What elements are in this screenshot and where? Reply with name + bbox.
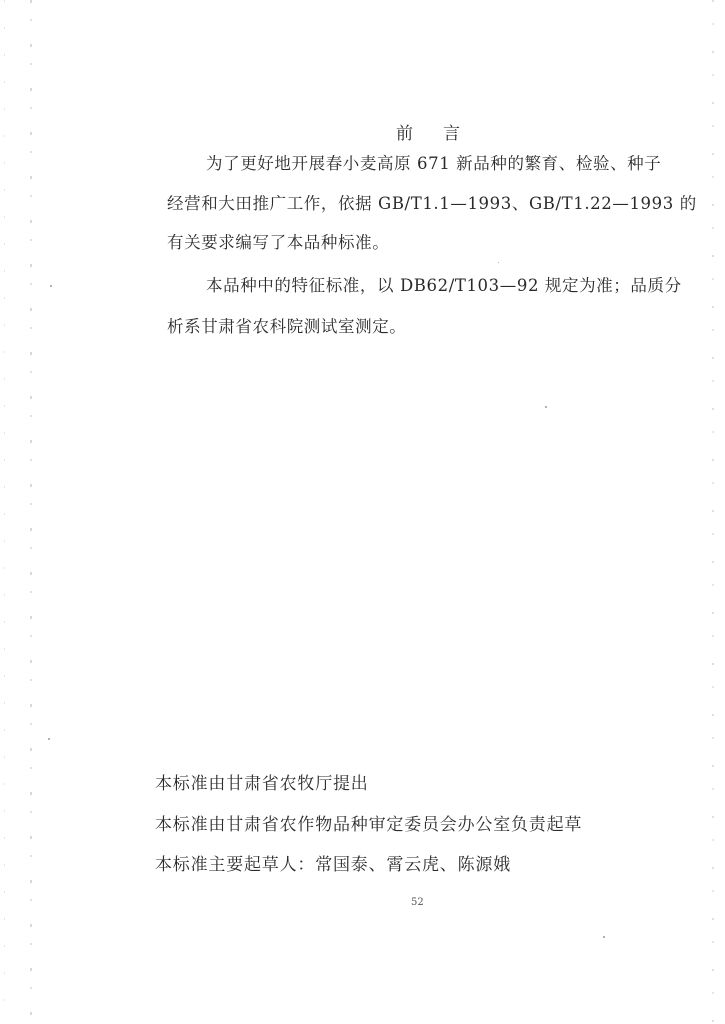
paragraph-1-line-2: 经营和大田推广工作，依据 GB/T1.1—1993、GB/T1.22—1993 的 xyxy=(167,194,697,213)
scan-edge-left-outer xyxy=(4,0,5,1024)
scan-speck xyxy=(545,406,547,408)
scan-speck xyxy=(48,738,50,740)
paragraph-2-line-1: 本品种中的特征标准，以 DB62/T103—92 规定为准；品质分 xyxy=(206,276,682,295)
paragraph-1-line-3: 有关要求编写了本品种标准。 xyxy=(167,233,390,252)
paragraph-2-line-2: 析系甘肃省农科院测试室测定。 xyxy=(167,317,407,336)
scan-speck xyxy=(603,936,605,938)
scan-edge-left xyxy=(30,0,32,1024)
footer-proposer: 本标准由甘肃省农牧厅提出 xyxy=(155,774,369,794)
scan-speck xyxy=(50,285,52,287)
scan-edge-right xyxy=(712,0,714,1024)
page-number: 52 xyxy=(411,897,424,908)
footer-drafters: 本标准主要起草人：常国泰、霄云虎、陈源娥 xyxy=(155,855,511,875)
footer-drafting-organization: 本标准由甘肃省农作物品种审定委员会办公室负责起草 xyxy=(155,815,583,835)
scan-speck xyxy=(498,262,499,263)
document-heading: 前言 xyxy=(396,124,490,144)
paragraph-1-line-1: 为了更好地开展春小麦高原 671 新品种的繁育、检验、种子 xyxy=(206,154,662,173)
